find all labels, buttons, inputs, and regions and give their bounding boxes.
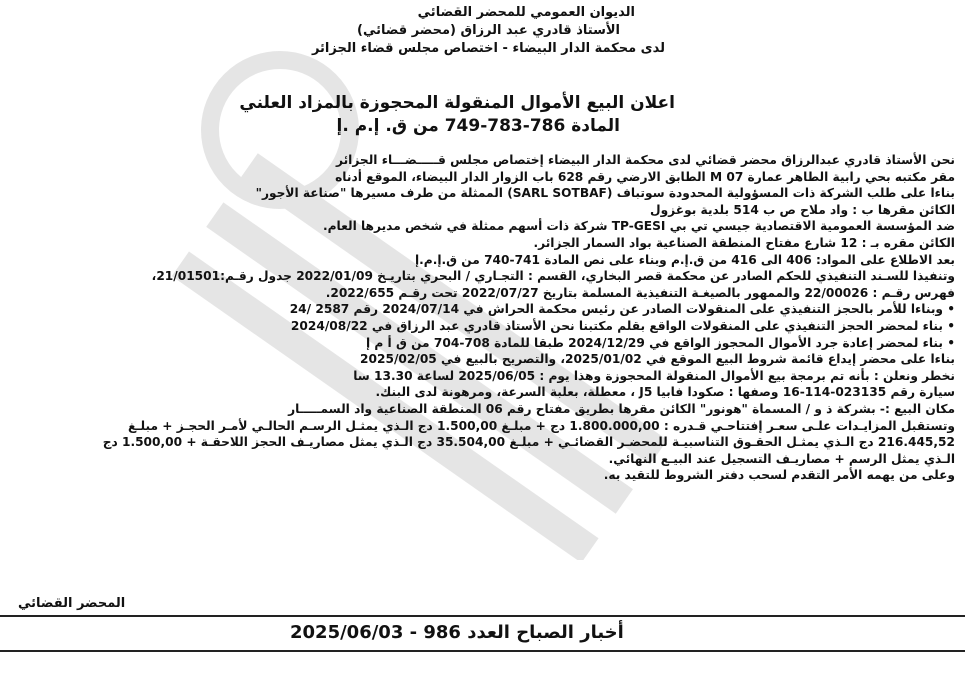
body-line: سيارة رقم 023135-114-16 وصفها : صكودا فابيا J5 ، معطلة، بعلبة السرعة، ومرهونة لدى البنك. [375, 385, 955, 400]
body-line: 216.445,52 دج الـذي يمثـل الحقـوق التناسبيـة للمحضـر القضائـي + مبلـغ 35.504,00 دج الـذي يمثل مصاريـف الحجز اللاحقـة + 1.500,00 دج [102, 435, 955, 450]
footer-divider-top [0, 615, 965, 617]
body-line: ضد المؤسسة العمومية الاقتصادية جيسي تي بي TP-GESI شركة ذات أسهم ممثلة في شخص مديرها العام. [322, 219, 955, 234]
announcement-article: المادة 786-783-749 من ق. إ.م .إ [336, 116, 620, 136]
body-line: • وبناءا للأمر بالحجز التنفيذي على المنقولات الصادر عن رئيس محكمة الحراش في 2024/07/14 رقم 2587 /24 [289, 302, 955, 317]
body-line: مقر مكتبه بحي رابية الطاهر عمارة M 07 الطابق الارضي رقم 628 باب الزوار الدار البيضاء، الموقع أدناه [335, 169, 955, 184]
body-line: الكائن مقره بـ : 12 شارع مفتاح المنطقة الصناعية بواد السمار الجزائر. [533, 235, 955, 250]
body-line: نحن الأستاذ قادري عبدالرزاق محضر قضائي لدى محكمة الدار البيضاء إختصاص مجلس قـــــضـــاء الجزائر [336, 153, 955, 167]
body-line: • بناء لمحضر الحجز التنفيذي على المنقولات الواقع بقلم مكتبنا نحن الأستاذ قادري عبد الرزاق في 2024/08/22 [290, 318, 955, 333]
body-line: نخطر ونعلن : بأنه تم برمجة بيع الأموال المنقولة المحجوزة وهذا يوم : 2025/06/05 لساعة 13.30 سا [353, 368, 955, 383]
body-line: وتستقبل المزايـدات علـى سعـر إفتتاحـي قـدره : 1.800.000,00 دج + مبلـغ 1.500,00 دج الـذي يمثـل الرسـم الحالـي لأمـر الحجـز + مبلـغ [128, 418, 955, 433]
body-line: الـذي يمثل الرسم + مصاريـف التسجيل عند البيـع النهائي. [608, 451, 955, 466]
header-court: لدى محكمة الدار البيضاء - اختصاص مجلس قضاء الجزائر [311, 41, 665, 56]
announcement-title: اعلان البيع الأموال المنقولة المحجوزة بالمزاد العلني [239, 93, 675, 113]
body-line: الكائن مقرها ب : واد ملاح ص ب 514 بلدية بوغزول [650, 202, 955, 217]
body-line: بعد الاطلاع على المواد: 406 الى 416 من ق.إ.م وبناء على نص المادة 741-740 من ق.إ.م.إ [414, 252, 955, 267]
body-line: • بناء لمحضر إعادة جرد الأموال المحجوز الواقع في 2024/12/29 طبقا للمادة 708-704 من ق أ م إ [365, 335, 955, 350]
signature-label: المحضر القضائي [18, 596, 126, 611]
footer-divider-bottom [0, 650, 965, 652]
body-line: بناءا على محضر إيداع قائمة شروط البيع الموقع في 2025/01/02، والتصريح بالبيع في 2025/02/05 [360, 352, 955, 367]
body-line: فهرس رقـم : 22/00026 والممهور بالصيغـة التنفيذية المسلمة بتاريخ 2022/07/27 تحت رقـم 2022/655. [325, 285, 955, 300]
header-office-name: الديوان العمومي للمحضر القضائي [417, 5, 635, 20]
body-line: بناءا على طلب الشركة ذات المسؤولية المحدودة سوتباف (SARL SOTBAF) الممثلة من طرف مسيرها "صناعة الأجور" [255, 186, 955, 201]
body-line: مكان البيع :- بشركة ذ و / المسماة "هونور" الكائن مقرها بطريق مفتاح رقم 06 المنطقة الصناعية واد السمـــــار [288, 401, 955, 416]
newspaper-footer: أخبار الصباح العدد 986 - 2025/06/03 [290, 622, 624, 643]
announcement-body [10, 152, 955, 484]
body-line: وعلى من يهمه الأمر التقدم لسحب دفتر الشروط للتقيد به. [603, 468, 955, 483]
body-line: وتنفيذا للسـند التنفيذي للحكم الصادر عن محكمة قصر البخاري، القسم : التجـاري / البحري بتاريـخ 2022/01/09 جدول رقـم:21/01501، [151, 269, 955, 284]
header-bailiff-name: الأستاذ قادري عبد الرزاق (محضر قضائي) [357, 23, 620, 38]
